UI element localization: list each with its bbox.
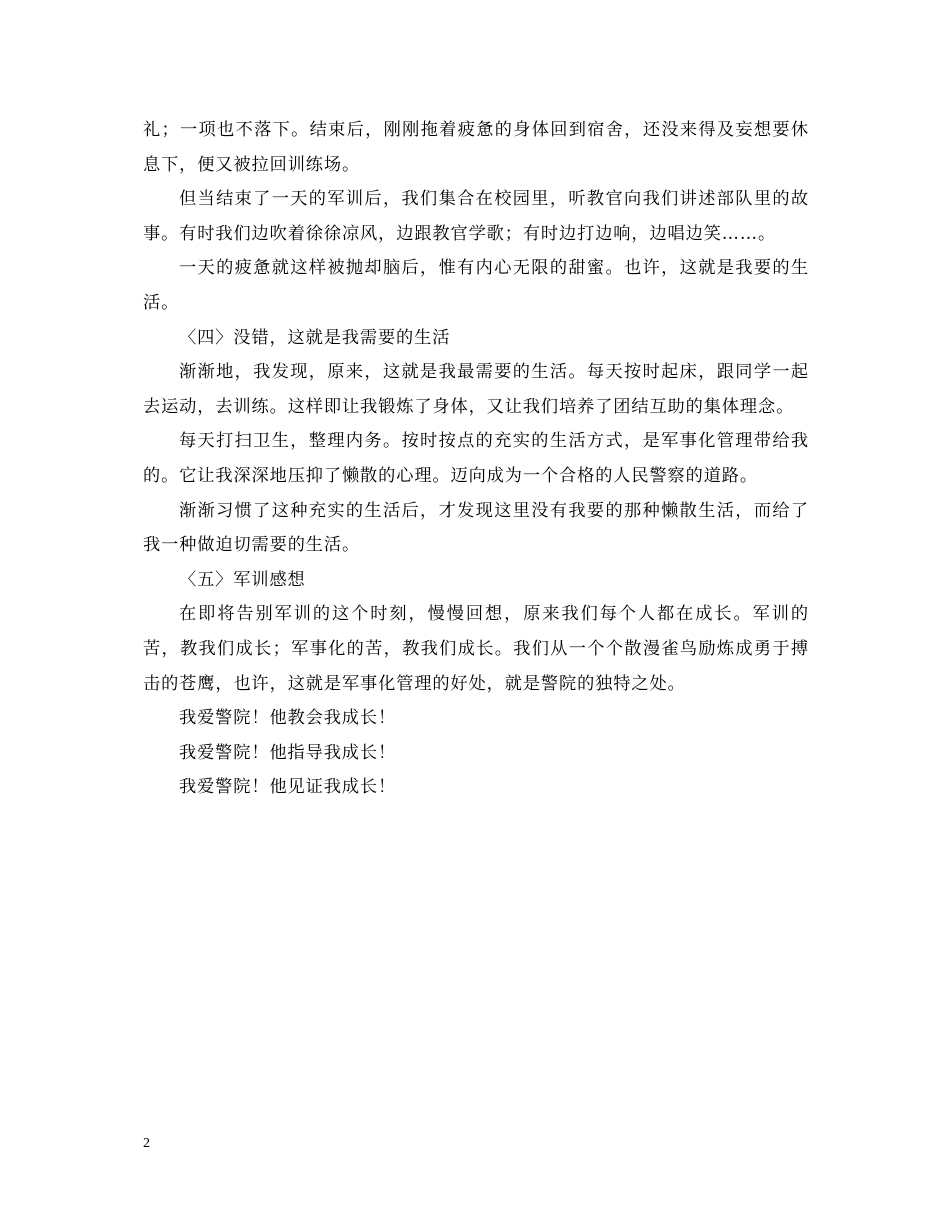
closing-line: 我爱警院！他指导我成长！ [179, 742, 397, 763]
paragraph: 一天的疲惫就这样被抛却脑后，惟有内心无限的甜蜜。也许，这就是我要的生活。 [143, 258, 809, 313]
section-heading-5: 〈五〉军训感想 [179, 569, 306, 590]
paragraph: 渐渐习惯了这种充实的生活后，才发现这里没有我要的那种懒散生活，而给了我一种做迫切需要的生活。 [143, 500, 809, 556]
paragraph: 每天打扫卫生，整理内务。按时按点的充实的生活方式，是军事化管理带给我的。它让我深深地压抑了懒散的心理。迈向成为一个合格的人民警察的道路。 [143, 431, 809, 486]
paragraph: 在即将告别军训的这个时刻，慢慢回想，原来我们每个人都在成长。军训的苦，教我们成长；军事化的苦，教我们成长。我们从一个个散漫雀鸟励炼成勇于搏击的苍鹰，也许，这就是军事化管理的好处，就是警院的独特之处。 [143, 604, 809, 694]
document-body [143, 113, 809, 805]
closing-line: 我爱警院！他教会我成长！ [179, 708, 397, 729]
section-heading-4: 〈四〉没错，这就是我需要的生活 [179, 327, 451, 348]
paragraph: 渐渐地，我发现，原来，这就是我最需要的生活。每天按时起床，跟同学一起去运动，去训练。这样即让我锻炼了身体，又让我们培养了团结互助的集体理念。 [143, 362, 809, 417]
page-number: 2 [143, 1136, 150, 1151]
closing-line: 我爱警院！他见证我成长！ [179, 777, 397, 798]
paragraph-continuation: 礼；一项也不落下。结束后，刚刚拖着疲惫的身体回到宿舍，还没来得及妄想要休息下，便又被拉回训练场。 [143, 120, 809, 175]
paragraph: 但当结束了一天的军训后，我们集合在校园里，听教官向我们讲述部队里的故事。有时我们边吹着徐徐凉风，边跟教官学歌；有时边打边响，边唱边笑……。 [143, 189, 809, 244]
